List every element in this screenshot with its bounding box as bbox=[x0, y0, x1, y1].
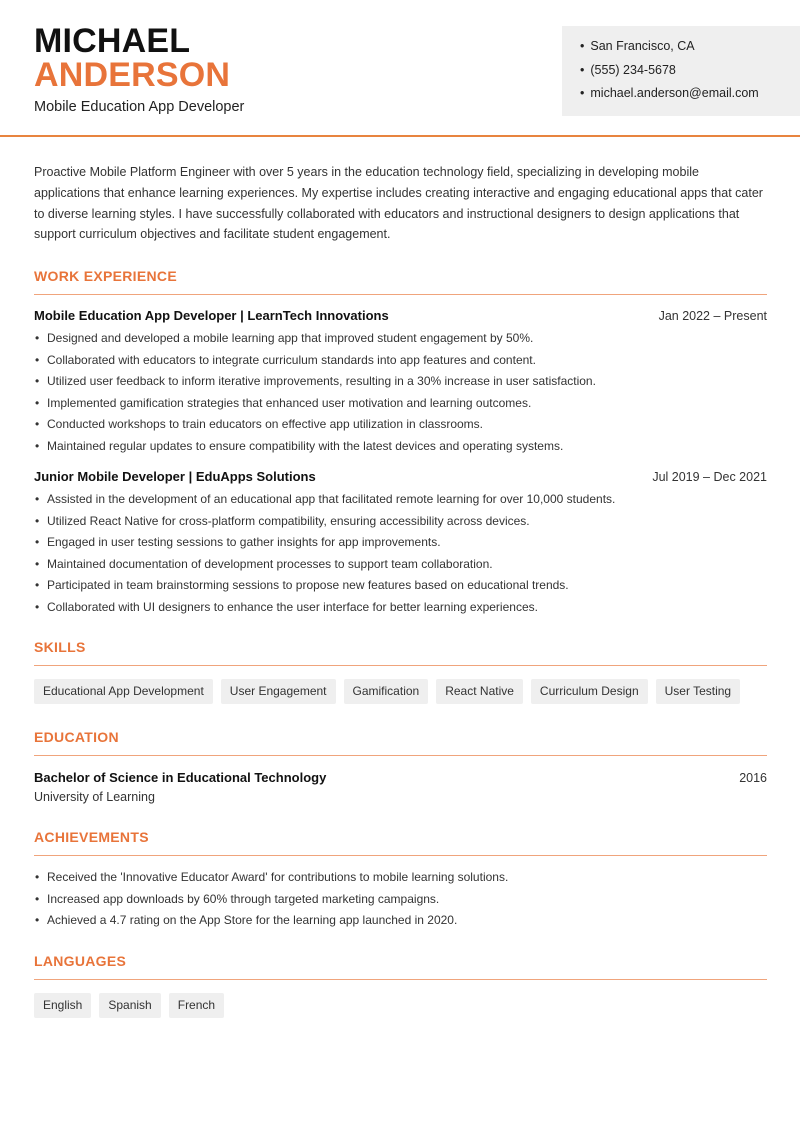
job-entry bbox=[34, 308, 767, 457]
section-title-education: EDUCATION bbox=[34, 729, 767, 756]
skill-tags bbox=[34, 679, 767, 704]
language-tags bbox=[34, 993, 767, 1018]
resume-header bbox=[0, 0, 800, 137]
summary: Proactive Mobile Platform Engineer with over 5 years in the education technology field, specializing in developing mobile applications that enhance learning experiences. My expertise includes creating interactive and engaging educational apps that cater to diverse learning styles. I have successfully collaborated with educators and instructional designers to design applications that support curriculum objectives and facilitate student engagement. bbox=[34, 165, 763, 242]
list-item: • Achieved a 4.7 rating on the App Store for the learning app launched in 2020. bbox=[34, 910, 767, 932]
job-heading: Mobile Education App Developer | LearnTech Innovations bbox=[34, 308, 389, 324]
section-title-languages: LANGUAGES bbox=[34, 953, 767, 980]
contact-phone: • (555) 234-5678 bbox=[580, 62, 800, 86]
job-dates: Jan 2022 – Present bbox=[658, 309, 767, 324]
skill-tag: Gamification bbox=[344, 679, 429, 704]
education-school: University of Learning bbox=[34, 790, 155, 805]
job-bullets bbox=[34, 489, 767, 618]
first-name: MICHAEL bbox=[34, 22, 191, 60]
work-section bbox=[34, 268, 767, 618]
job-heading: Junior Mobile Developer | EduApps Solutions bbox=[34, 469, 316, 485]
section-title-achievements: ACHIEVEMENTS bbox=[34, 829, 767, 856]
job-bullets bbox=[34, 328, 767, 457]
contact-location: • San Francisco, CA bbox=[580, 38, 800, 62]
skill-tag: React Native bbox=[436, 679, 523, 704]
list-item: • Assisted in the development of an educational app that facilitated remote learning for over 10,000 students. bbox=[34, 489, 767, 511]
job-entry bbox=[34, 469, 767, 618]
achievement-bullets bbox=[34, 867, 767, 932]
skill-tag: Educational App Development bbox=[34, 679, 213, 704]
skill-tag: Curriculum Design bbox=[531, 679, 648, 704]
resume-body bbox=[34, 162, 767, 1018]
last-name: ANDERSON bbox=[34, 56, 231, 94]
contact-email: • michael.anderson@email.com bbox=[580, 85, 800, 109]
achievements-section bbox=[34, 829, 767, 932]
section-title-work: WORK EXPERIENCE bbox=[34, 268, 767, 295]
language-tag: French bbox=[169, 993, 224, 1018]
job-title: Mobile Education App Developer bbox=[34, 99, 245, 115]
list-item: • Received the 'Innovative Educator Award' for contributions to mobile learning solutions. bbox=[34, 867, 767, 889]
list-item: • Utilized React Native for cross-platform compatibility, ensuring accessibility across devices. bbox=[34, 511, 767, 533]
language-tag: Spanish bbox=[99, 993, 160, 1018]
language-tag: English bbox=[34, 993, 91, 1018]
skill-tag: User Testing bbox=[656, 679, 740, 704]
section-title-skills: SKILLS bbox=[34, 639, 767, 666]
list-item: • Collaborated with educators to integrate curriculum standards into app features and content. bbox=[34, 350, 767, 372]
list-item: • Increased app downloads by 60% through targeted marketing campaigns. bbox=[34, 889, 767, 911]
education-degree: Bachelor of Science in Educational Technology bbox=[34, 770, 327, 786]
list-item: • Utilized user feedback to inform iterative improvements, resulting in a 30% increase in user satisfaction. bbox=[34, 371, 767, 393]
list-item: • Participated in team brainstorming sessions to propose new features based on educational trends. bbox=[34, 575, 767, 597]
skills-section bbox=[34, 639, 767, 704]
education-year: 2016 bbox=[739, 771, 767, 786]
list-item: • Implemented gamification strategies that enhanced user motivation and learning outcomes. bbox=[34, 393, 767, 415]
list-item: • Maintained documentation of development processes to support team collaboration. bbox=[34, 554, 767, 576]
education-section bbox=[34, 729, 767, 804]
job-dates: Jul 2019 – Dec 2021 bbox=[652, 470, 767, 485]
list-item: • Designed and developed a mobile learning app that improved student engagement by 50%. bbox=[34, 328, 767, 350]
list-item: • Engaged in user testing sessions to gather insights for app improvements. bbox=[34, 532, 767, 554]
contact-box bbox=[562, 26, 800, 116]
skill-tag: User Engagement bbox=[221, 679, 336, 704]
list-item: • Collaborated with UI designers to enhance the user interface for better learning experiences. bbox=[34, 597, 767, 619]
list-item: • Conducted workshops to train educators on effective app utilization in classrooms. bbox=[34, 414, 767, 436]
languages-section bbox=[34, 953, 767, 1018]
list-item: • Maintained regular updates to ensure compatibility with the latest devices and operating systems. bbox=[34, 436, 767, 458]
